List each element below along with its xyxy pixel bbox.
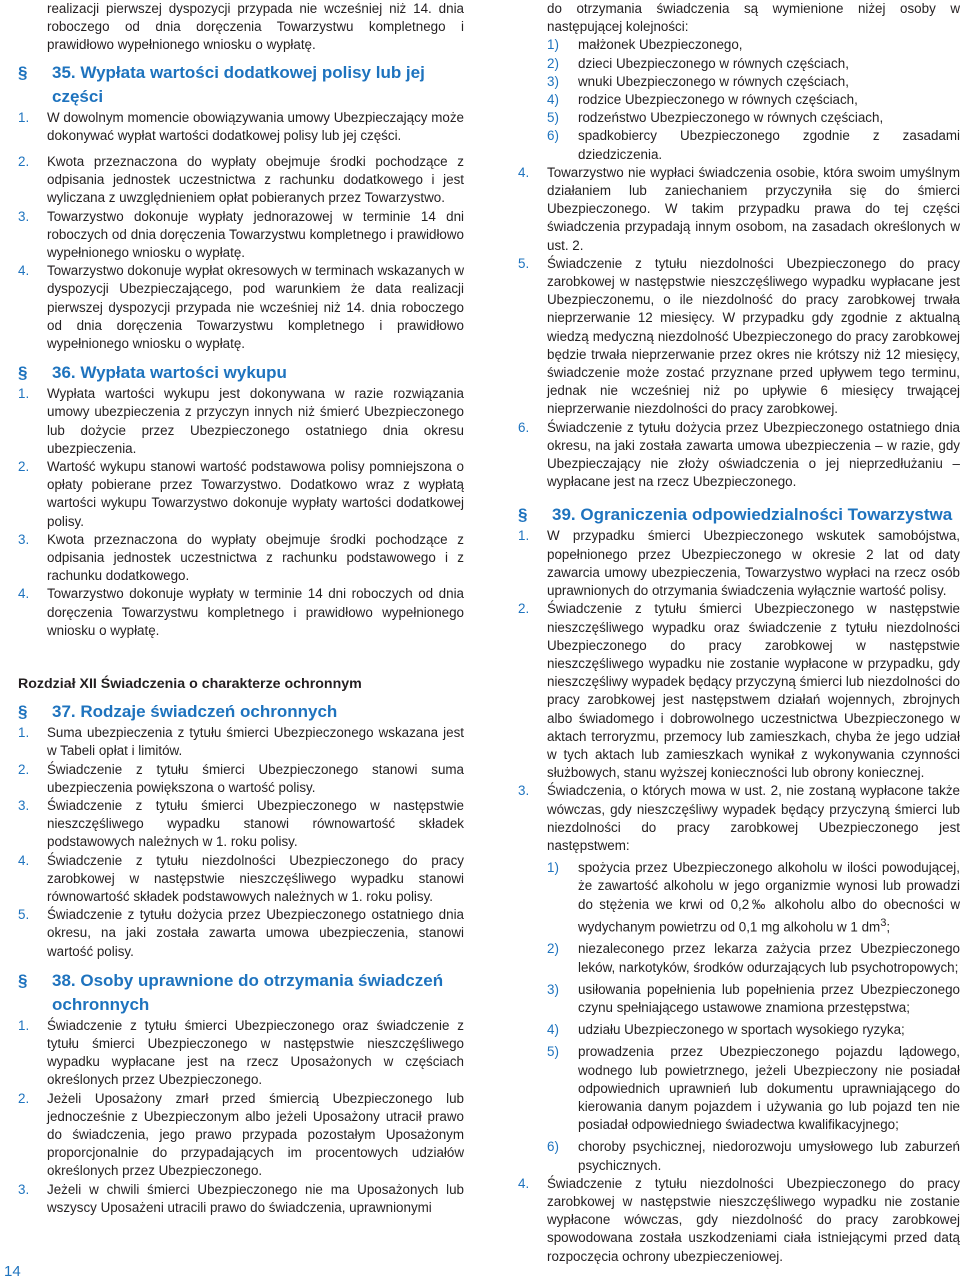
sub-list-item	[518, 940, 960, 976]
item-number: 2.	[18, 459, 30, 475]
sub-item-text-end: ;	[886, 919, 891, 935]
sub-item-number: 3)	[547, 981, 559, 997]
section-sign: §	[18, 970, 28, 990]
item-number: 3.	[518, 783, 530, 799]
continuation-paragraph: do otrzymania świadczenia są wymienione niżej osoby w następującej kolejności:	[547, 1, 960, 35]
item-text: W dowolnym momencie obowiązywania umowy Ubezpieczający może dokonywać wypłat wartości dodatkowej polisy lub jej części.	[47, 109, 464, 143]
item-number: 4.	[518, 1175, 530, 1191]
section-sign: §	[18, 363, 28, 383]
item-text: Świadczenie z tytułu śmierci Ubezpieczonego oraz świadczenie z tytułu śmierci Ubezpieczonego w następstwie nieszczęśliwego wypadku wypłacane jest na rzecz Uposażonych w częściach określonych przez Ubezpieczonego.	[47, 1017, 464, 1088]
left-column	[18, 0, 464, 1217]
list-item	[18, 1090, 464, 1181]
list-item	[18, 153, 464, 208]
item-text: Świadczenie z tytułu śmierci Ubezpieczonego stanowi suma ubezpieczenia powiększona o wartość polisy.	[47, 761, 464, 795]
item-text: Jeżeli w chwili śmierci Ubezpieczonego nie ma Uposażonych lub wszyscy Uposażeni utracili prawo do świadczenia, uprawnionymi	[47, 1181, 464, 1215]
sub-item-text: choroby psychicznej, niedorozwoju umysłowego lub zaburzeń psychicznych.	[578, 1139, 960, 1173]
sub-list-item	[518, 1138, 960, 1174]
item-text: Suma ubezpieczenia z tytułu śmierci Ubezpieczonego wskazana jest w Tabeli opłat i limitów.	[47, 725, 464, 759]
sub-item-text: spadkobiercy Ubezpieczonego zgodnie z zasadami dziedziczenia.	[578, 128, 960, 162]
item-number: 1.	[518, 528, 530, 544]
item-text: Towarzystwo dokonuje wypłat okresowych w terminach wskazanych w dyspozycji Ubezpieczającego, pod warunkiem że data realizacji pierwszej dyspozycji przypada nie wcześniej niż 14. dnia roboczego od dnia doręczenia Towarzystwu kompletnego i prawidłowo wypełnionego wniosku o wypłatę.	[47, 263, 464, 352]
list-item	[18, 1017, 464, 1090]
sub-list-item	[518, 859, 960, 936]
item-number: 2.	[18, 154, 30, 170]
list-item	[18, 385, 464, 458]
item-number: 1.	[18, 386, 30, 402]
sub-list-item	[518, 55, 960, 73]
sub-item-text: dzieci Ubezpieczonego w równych częściach,	[578, 55, 849, 71]
sub-item-text: udziału Ubezpieczonego w sportach wysokiego ryzyka;	[578, 1022, 905, 1038]
item-number: 1.	[18, 1017, 30, 1033]
list-item	[518, 527, 960, 600]
sub-item-number: 4)	[547, 92, 559, 108]
right-column	[518, 0, 960, 1266]
list-item	[18, 458, 464, 531]
list-item	[518, 600, 960, 782]
section-35-title: 35. Wypłata wartości dodatkowej polisy lub jej części	[52, 62, 425, 106]
item-text: Świadczenie z tytułu dożycia przez Ubezpieczonego ostatniego dnia okresu, na jaki została zawarta umowa ubezpieczenia – w razie, gdy Ubezpieczający nie złoży oświadczenia o jej nieprzedłużaniu – wypłacane jest na rzecz Ubezpieczonego.	[547, 419, 960, 490]
item-text: Świadczenie z tytułu dożycia przez Ubezpieczonego ostatniego dnia okresu, na jaki została zawarta umowa ubezpieczenia, stanowi wartość polisy.	[47, 907, 464, 959]
sub-item-number: 2)	[547, 55, 559, 71]
section-35-heading	[18, 61, 464, 109]
sub-item-number: 6)	[547, 1139, 559, 1155]
item-text: Towarzystwo nie wypłaci świadczenia osobie, która swoim umyślnym działaniem lub zaniechaniem przyczyniła się do śmierci Ubezpieczonego. W takim przypadku prawa do tej części świadczenia przypadają innym osobom, na zasadach określonych w ust. 2.	[547, 164, 960, 253]
item-text: Towarzystwo dokonuje wypłaty w terminie 14 dni roboczych od dnia doręczenia Towarzystwu kompletnego i prawidłowo wypełnionego wniosku o wypłatę.	[47, 586, 464, 638]
sub-item-number: 3)	[547, 73, 559, 89]
item-text: Świadczenie z tytułu śmierci Ubezpieczonego w następstwie nieszczęśliwego wypadku oraz świadczenie z tytułu niezdolności Ubezpieczonego do pracy zarobkowej w następstwie nieszczęśliwego wypadku nie zostanie wypłacone w przypadku, gdy nieszczęśliwy wypadek będący przyczyną śmierci lub niezdolności do pracy zarobkowej jest następstwem działań wojennych, zbrojnych albo świadomego i dobrowolnego uczestnictwa Ubezpieczonego w aktach terroryzmu, przemocy lub zamieszkach, chyba że jego udział w tych aktach lub zamieszkach wynikał z wykonywania czynności służbowych, stanu wyższej konieczności lub obrony koniecznej.	[547, 601, 960, 781]
item-text: Wypłata wartości wykupu jest dokonywana w razie rozwiązania umowy ubezpieczenia z przyczyn innych niż śmierć Ubezpieczonego lub dożycie przez Ubezpieczonego ostatniego dnia okresu ubezpieczenia.	[47, 386, 464, 456]
item-text: Świadczenie z tytułu śmierci Ubezpieczonego w następstwie nieszczęśliwego wypadku stanowi równowartość składek podstawowych należnych w 1. roku polisy.	[47, 797, 464, 850]
list-item	[18, 724, 464, 760]
section-39-title: 39. Ograniczenia odpowiedzialności Towarzystwa	[552, 505, 953, 525]
sub-item-text: usiłowania popełnienia lub popełnienia przez Ubezpieczonego czynu spełniającego ustawowe znamiona przestępstwa;	[578, 981, 960, 1016]
item-number: 3.	[18, 1181, 30, 1197]
item-number: 3.	[18, 797, 30, 813]
item-number: 5.	[18, 907, 30, 923]
sub-item-number: 6)	[547, 128, 559, 144]
item-number: 4.	[18, 263, 30, 279]
list-item	[18, 531, 464, 586]
sub-item-text: spożycia przez Ubezpieczonego alkoholu w ilości powodującej, że zawartość alkoholu w jego organizmie wynosi lub prowadzi do stężenia we krwi od 0,2‰ alkoholu albo do obecności w wydychanym powietrzu od 0,1 mg alkoholu w 1 dm	[578, 860, 960, 935]
list-item	[18, 208, 464, 263]
section-36-title: 36. Wypłata wartości wykupu	[52, 363, 287, 383]
list-item	[18, 1181, 464, 1217]
section-sign: §	[518, 505, 528, 525]
item-number: 3.	[18, 208, 30, 224]
section-37-heading	[18, 700, 464, 724]
item-text: Kwota przeznaczona do wypłaty obejmuje środki pochodzące z odpisania jednostek uczestnictwa z rachunku podstawowego i z rachunku dodatkowego.	[47, 531, 464, 584]
section-36-heading	[18, 361, 464, 385]
item-number: 4.	[18, 852, 30, 868]
item-number: 2.	[18, 1090, 30, 1106]
item-number: 6.	[518, 419, 530, 435]
superscript: 3	[880, 916, 887, 929]
item-text: Świadczenie z tytułu niezdolności Ubezpieczonego do pracy zarobkowej w następstwie nieszczęśliwego wypadku stanowi równowartość składek podstawowych należnych w 1. roku polisy.	[47, 852, 464, 904]
sub-item-text: wnuki Ubezpieczonego w równych częściach,	[578, 73, 849, 89]
sub-list-item	[518, 1021, 960, 1039]
list-item	[18, 797, 464, 852]
item-text: Świadczenia, o których mowa w ust. 2, nie zostaną wypłacone także wówczas, gdy nieszczęśliwy wypadek będący przyczyną śmierci lub niezdolności do pracy zarobkowej Ubezpieczonego jest następstwem:	[547, 783, 960, 853]
sub-item-number: 4)	[547, 1022, 559, 1038]
sub-list-item	[518, 36, 960, 54]
item-number: 4.	[518, 164, 530, 180]
sub-item-number: 2)	[547, 941, 559, 957]
item-text: Świadczenie z tytułu niezdolności Ubezpieczonego do pracy zarobkowej w następstwie nieszczęśliwego wypadku wypłacane jest Ubezpieczonemu, o ile niezdolność do pracy zarobkowej trwała nieprzerwanie 12 miesięcy. W przypadku gdy zgodnie z aktualną wiedzą medyczną niezdolność Ubezpieczonego do pracy zarobkowej będzie trwała nieprzerwanie przez okres nie krótszy niż 12 miesięcy, świadczenie może zostać przyznane przed upływem tego terminu, jednak nie wcześniej niż po upływie 6 miesięcy trwającej nieprzerwanie niezdolności do pracy zarobkowej.	[547, 255, 960, 417]
sub-item-text: rodzeństwo Ubezpieczonego w równych częściach,	[578, 110, 884, 126]
item-number: 1.	[18, 725, 30, 741]
sub-item-text: rodzice Ubezpieczonego w równych częściach,	[578, 92, 858, 108]
sub-item-text: prowadzenia przez Ubezpieczonego pojazdu lądowego, wodnego lub powietrznego, jeżeli Ubezpieczony nie posiadał odpowiednich uprawnień lub dokumentu uprawniającego do kierowania danym pojazdem i używania go lub pojazd ten nie posiadał odpowiedniego świadectwa kwalifikacyjnego;	[578, 1044, 960, 1133]
item-number: 2.	[518, 601, 530, 617]
section-37-title: 37. Rodzaje świadczeń ochronnych	[52, 702, 338, 722]
item-number: 2.	[18, 761, 30, 777]
sub-list-item	[518, 91, 960, 109]
item-text: Jeżeli Uposażony zmarł przed śmiercią Ubezpieczonego lub jednocześnie z Ubezpieczonym albo jeżeli Uposażony utracił prawo do świadczenia, jego prawo przypada pozostałym Uposażonym proporcjonalnie do przypadających im procentowych udziałów określonych przez Ubezpieczonego.	[47, 1090, 464, 1179]
item-text: Świadczenie z tytułu niezdolności Ubezpieczonego do pracy zarobkowej w następstwie nieszczęśliwego wypadku nie zostanie wypłacone wówczas, gdy niezdolność do pracy zarobkowej spowodowana została uszkodzeniami ciała istniejącymi przed datą rozpoczęcia ochrony ubezpieczeniowej.	[547, 1175, 960, 1264]
section-38-heading	[18, 969, 464, 1017]
list-item	[518, 782, 960, 855]
sub-list-item	[518, 73, 960, 91]
list-item	[518, 419, 960, 492]
sub-list-item	[518, 981, 960, 1017]
item-number: 1.	[18, 109, 30, 125]
list-item	[18, 262, 464, 353]
sub-list-item	[518, 1043, 960, 1134]
section-39-heading	[518, 503, 960, 527]
sub-item-number: 5)	[547, 1044, 559, 1060]
list-item	[518, 255, 960, 419]
list-item	[518, 164, 960, 255]
item-text: Towarzystwo dokonuje wypłaty jednorazowej w terminie 14 dni roboczych od dnia doręczenia Towarzystwu kompletnego i prawidłowo wypełnionego wniosku o wypłatę.	[47, 208, 464, 261]
chapter-heading: Rozdział XII Świadczenia o charakterze ochronnym	[18, 676, 362, 693]
page-number: 14	[4, 1263, 21, 1280]
section-38-title: 38. Osoby uprawnione do otrzymania świadczeń ochronnych	[52, 970, 444, 1014]
section-sign: §	[18, 702, 28, 722]
list-item	[18, 852, 464, 907]
item-text: W przypadku śmierci Ubezpieczonego wskutek samobójstwa, popełnionego przez Ubezpieczonego w okresie 2 lat od daty zawarcia umowy ubezpieczenia, Towarzystwo wypłaci na rzecz osób uprawnionych do otrzymania świadczenia wyłącznie wartość polisy.	[547, 528, 960, 599]
list-item	[18, 761, 464, 797]
item-number: 3.	[18, 531, 30, 547]
sub-list-item	[518, 127, 960, 163]
sub-item-text: niezaleconego przez lekarza zażycia przez Ubezpieczonego leków, narkotyków, środków odurzających lub psychotropowych;	[578, 941, 960, 975]
list-item	[18, 585, 464, 640]
list-item	[18, 906, 464, 961]
item-text: Wartość wykupu stanowi wartość podstawowa polisy pomniejszona o opłaty pobierane przez Towarzystwo. Dodatkowo wraz z wypłatą wartości wykupu Towarzystwo dokonuje wypłaty wartości dodatkowej polisy.	[47, 459, 464, 529]
sub-list-item	[518, 109, 960, 127]
sub-item-text: małżonek Ubezpieczonego,	[578, 37, 743, 53]
intro-paragraph: realizacji pierwszej dyspozycji przypada nie wcześniej niż 14. dnia roboczego od dnia doręczenia Towarzystwu kompletnego i prawidłowo wypełnionego wniosku o wypłatę.	[47, 1, 464, 53]
sub-item-number: 1)	[547, 37, 559, 53]
item-number: 4.	[18, 586, 30, 602]
sub-item-number: 1)	[547, 860, 559, 876]
sub-item-number: 5)	[547, 110, 559, 126]
list-item	[518, 1175, 960, 1266]
section-sign: §	[18, 62, 28, 82]
item-text: Kwota przeznaczona do wypłaty obejmuje środki pochodzące z odpisania jednostek uczestnictwa z rachunku dodatkowego i jest wyliczana z uwzględnieniem opłat pobieranych przez Towarzystwo.	[47, 154, 464, 206]
list-item	[18, 109, 464, 145]
item-number: 5.	[518, 255, 530, 271]
